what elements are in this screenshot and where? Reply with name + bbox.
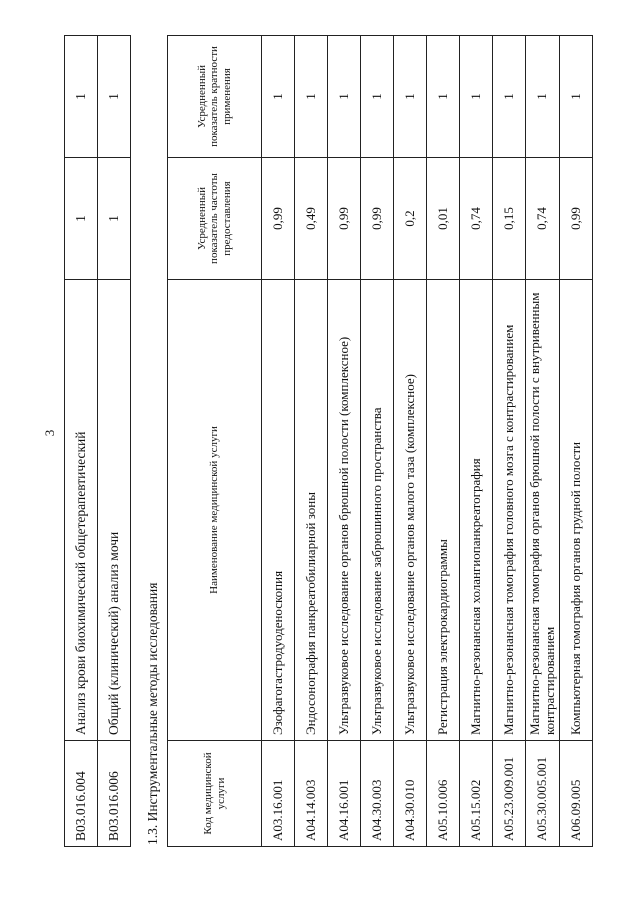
frequency-value: 0,01 (427, 158, 460, 280)
multiplicity-value: 1 (526, 36, 560, 158)
table-row (493, 36, 526, 847)
multiplicity-value: 1 (65, 36, 98, 158)
multiplicity-value: 1 (98, 36, 131, 158)
frequency-value: 0,49 (295, 158, 328, 280)
service-name: Эзофагогастродуоденоскопия (262, 280, 295, 741)
service-code: B03.016.006 (98, 741, 131, 847)
frequency-value: 1 (65, 158, 98, 280)
table-row (560, 36, 593, 847)
service-code: A05.23.009.001 (493, 741, 526, 847)
service-code: A05.15.002 (460, 741, 493, 847)
service-name: Общий (клинический) анализ мочи (98, 280, 131, 741)
multiplicity-value: 1 (560, 36, 593, 158)
table-row (460, 36, 493, 847)
service-code: A03.16.001 (262, 741, 295, 847)
table-row (526, 36, 560, 847)
multiplicity-value: 1 (328, 36, 361, 158)
instrumental-methods-table (167, 35, 593, 847)
table-row (295, 36, 328, 847)
multiplicity-value: 1 (295, 36, 328, 158)
multiplicity-value: 1 (394, 36, 427, 158)
header-frequency: Усредненный показатель частоты предоставления (168, 158, 262, 280)
service-name: Компьютерная томография органов грудной полости (560, 280, 593, 741)
header-code: Код медицинской услуги (168, 741, 262, 847)
service-name: Эндосонография панкреатобилиарной зоны (295, 280, 328, 741)
service-code: A05.10.006 (427, 741, 460, 847)
multiplicity-value: 1 (460, 36, 493, 158)
frequency-value: 0,2 (394, 158, 427, 280)
service-name: Регистрация электрокардиограммы (427, 280, 460, 741)
frequency-value: 0,99 (560, 158, 593, 280)
section-title: 1.3. Инструментальные методы исследования (145, 582, 160, 845)
service-name: Анализ крови биохимический общетерапевтический (65, 280, 98, 741)
service-name: Магнитно-резонансная холангиопанкреатография (460, 280, 493, 741)
multiplicity-value: 1 (493, 36, 526, 158)
service-code: A04.16.001 (328, 741, 361, 847)
table-header-row (168, 36, 262, 847)
table-row (328, 36, 361, 847)
table-row (98, 36, 131, 847)
frequency-value: 0,99 (262, 158, 295, 280)
service-name: Ультразвуковое исследование забрюшинного пространства (361, 280, 394, 741)
table-row (65, 36, 98, 847)
frequency-value: 0,15 (493, 158, 526, 280)
page-number: 3 (42, 429, 57, 437)
service-code: A06.09.005 (560, 741, 593, 847)
frequency-value: 0,99 (361, 158, 394, 280)
service-name: Ультразвуковое исследование органов малого таза (комплексное) (394, 280, 427, 741)
service-name: Магнитно-резонансная томография головного мозга с контрастированием (493, 280, 526, 741)
frequency-value: 0,74 (460, 158, 493, 280)
multiplicity-value: 1 (262, 36, 295, 158)
table-row (361, 36, 394, 847)
service-name: Ультразвуковое исследование органов брюшной полости (комплексное) (328, 280, 361, 741)
service-code: A04.30.003 (361, 741, 394, 847)
frequency-value: 0,74 (526, 158, 560, 280)
service-code: B03.016.004 (65, 741, 98, 847)
service-code: A05.30.005.001 (526, 741, 560, 847)
frequency-value: 1 (98, 158, 131, 280)
table-row (262, 36, 295, 847)
header-multiplicity: Усредненный показатель кратности применения (168, 36, 262, 158)
top-services-table (64, 35, 131, 847)
frequency-value: 0,99 (328, 158, 361, 280)
service-name: Магнитно-резонансная томография органов брюшной полости с внутривенным контрастированием (526, 280, 560, 741)
service-code: A04.30.010 (394, 741, 427, 847)
header-name: Наименование медицинской услуги (168, 280, 262, 741)
rotated-content (64, 36, 640, 847)
multiplicity-value: 1 (361, 36, 394, 158)
table-row (427, 36, 460, 847)
table-row (394, 36, 427, 847)
service-code: A04.14.003 (295, 741, 328, 847)
multiplicity-value: 1 (427, 36, 460, 158)
